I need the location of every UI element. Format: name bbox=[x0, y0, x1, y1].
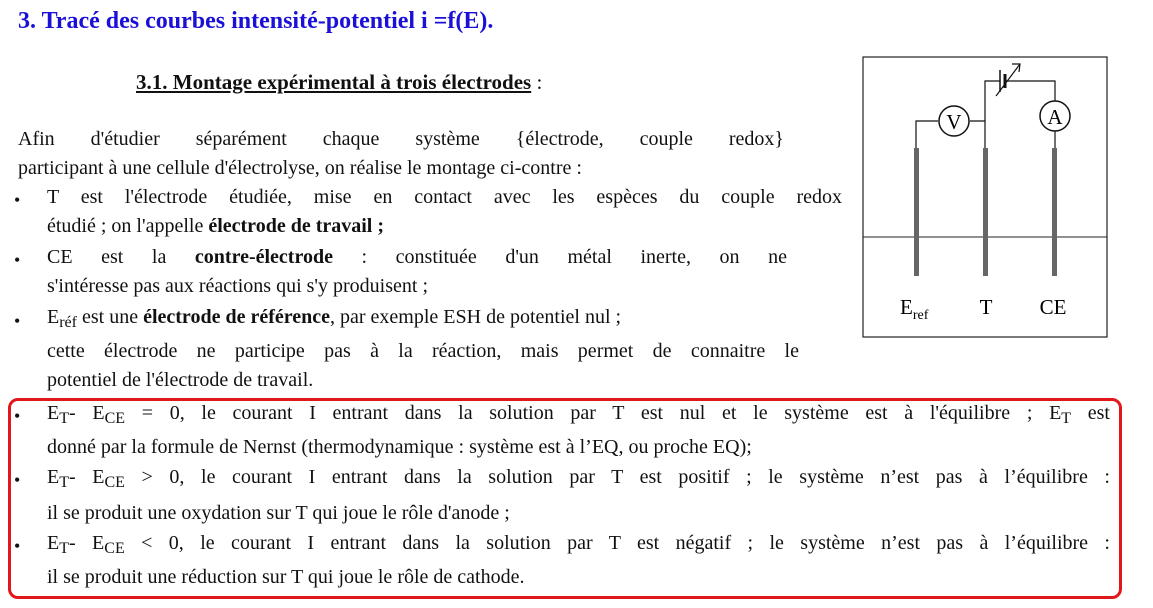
bullet-t-line-2 bbox=[47, 215, 384, 238]
term-reference-electrode: électrode de référence bbox=[143, 306, 331, 328]
wire bbox=[985, 81, 1000, 121]
subsection-title: 3.1. Montage expérimental à trois électrodes bbox=[136, 70, 532, 94]
label-ce: CE bbox=[1039, 295, 1067, 319]
label-eref bbox=[900, 295, 929, 323]
subscript: T bbox=[59, 474, 69, 491]
voltmeter-label: V bbox=[946, 110, 962, 134]
label-t: T bbox=[979, 295, 993, 319]
counter-electrode bbox=[1052, 148, 1057, 276]
subscript: réf bbox=[59, 314, 77, 331]
bullet-glyph: • bbox=[14, 470, 21, 490]
subscript: CE bbox=[104, 410, 126, 427]
three-electrode-setup-diagram bbox=[860, 55, 1110, 340]
subsection-heading bbox=[136, 70, 542, 95]
subsection-colon: : bbox=[531, 70, 543, 94]
subscript: T bbox=[1061, 410, 1072, 427]
term-working-electrode: électrode de travail ; bbox=[208, 215, 385, 237]
case-negative-line-2: il se produit une réduction sur T qui joue le rôle de cathode. bbox=[47, 566, 525, 588]
symbol: - E bbox=[69, 466, 105, 488]
case-equal-line-1 bbox=[47, 402, 1110, 425]
reference-electrode bbox=[914, 148, 919, 276]
bullet-glyph: • bbox=[14, 536, 21, 556]
bullet-ce-line-1 bbox=[47, 246, 787, 269]
section-heading: 3. Tracé des courbes intensité-potentiel i =f(E). bbox=[18, 8, 494, 34]
symbol: E bbox=[47, 466, 60, 488]
bullet-eref-line-3: potentiel de l'électrode de travail. bbox=[47, 369, 314, 391]
symbol: E bbox=[47, 532, 60, 554]
term-counter-electrode: contre-électrode bbox=[194, 246, 333, 268]
subscript: ref bbox=[912, 308, 929, 323]
text: est une bbox=[76, 306, 144, 328]
case-positive-line-2: il se produit une oxydation sur T qui joue le rôle d'anode ; bbox=[47, 502, 510, 524]
wire bbox=[970, 121, 985, 148]
subscript: CE bbox=[104, 540, 125, 557]
subscript: T bbox=[59, 540, 69, 557]
bullet-glyph: • bbox=[14, 190, 21, 210]
bullet-glyph: • bbox=[14, 311, 21, 331]
intro-line-1: Afin d'étudier séparément chaque système {électrode, couple redox} bbox=[18, 128, 784, 150]
text: > 0, le courant I entrant dans la solution par T est positif ; le système n’est pas à l’équilibre : bbox=[124, 466, 1110, 488]
case-negative-line-1 bbox=[47, 532, 1110, 555]
case-equal-line-2: donné par la formule de Nernst (thermodynamique : système est à l’EQ, ou proche EQ); bbox=[47, 436, 752, 458]
bullet-glyph: • bbox=[14, 406, 21, 426]
symbol: E bbox=[47, 306, 60, 328]
subscript: T bbox=[59, 410, 69, 427]
bullet-ce-line-2: s'intéresse pas aux réactions qui s'y produisent ; bbox=[47, 275, 429, 297]
text: , par exemple ESH de potentiel nul ; bbox=[330, 306, 622, 328]
wire bbox=[1005, 81, 1055, 101]
intro-line-2: participant à une cellule d'électrolyse, on réalise le montage ci-contre : bbox=[18, 157, 582, 179]
subscript: CE bbox=[104, 474, 125, 491]
bullet-eref-line-2: cette électrode ne participe pas à la réaction, mais permet de connaitre le bbox=[47, 340, 799, 362]
bullet-glyph: • bbox=[14, 250, 21, 270]
text: < 0, le courant I entrant dans la solution par T est négatif ; le système n’est pas à l’équilibre : bbox=[124, 532, 1110, 554]
working-electrode bbox=[983, 148, 988, 276]
symbol: - E bbox=[69, 532, 105, 554]
symbol: E bbox=[47, 402, 60, 424]
symbol: - E bbox=[69, 402, 105, 424]
ammeter-label: A bbox=[1047, 105, 1063, 129]
wire bbox=[916, 121, 938, 148]
text: : constituée d'un métal inerte, on ne bbox=[332, 246, 787, 268]
text: est bbox=[1071, 402, 1110, 424]
text: étudié ; on l'appelle bbox=[47, 215, 209, 237]
bullet-t-line-1: T est l'électrode étudiée, mise en contact avec les espèces du couple redox bbox=[47, 186, 842, 208]
case-positive-line-1 bbox=[47, 466, 1110, 489]
symbol: E bbox=[900, 295, 913, 319]
text: = 0, le courant I entrant dans la solution par T est nul et le système est à l'équilibre ; E bbox=[125, 402, 1062, 424]
text: CE est la bbox=[47, 246, 195, 268]
bullet-eref-line-1 bbox=[47, 306, 621, 329]
